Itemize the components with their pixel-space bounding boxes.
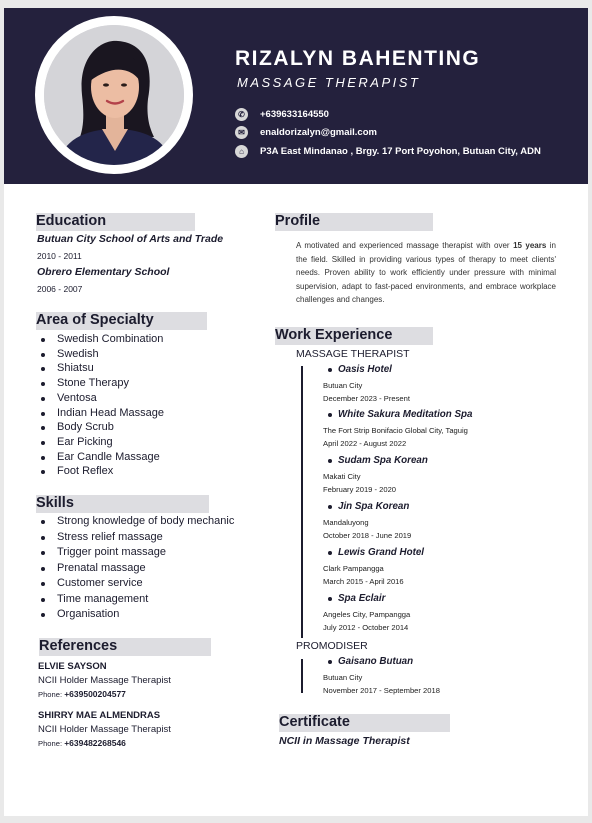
contact-email (235, 125, 377, 139)
contact-address (235, 144, 541, 158)
address-text: P3A East Mindanao , Brgy. 17 Port Poyohon, Butuan City, ADN (260, 145, 541, 157)
education-school-2: Obrero Elementary School (37, 266, 170, 278)
contact-phone (235, 107, 329, 121)
specialty-item: Body Scrub (37, 420, 164, 435)
skill-item: Trigger point massage (37, 545, 234, 561)
specialty-item: Indian Head Massage (37, 406, 164, 421)
portrait-illustration (44, 25, 184, 165)
reference-1-phone: Phone: +639500204577 (38, 689, 126, 699)
home-icon: ⌂ (235, 145, 248, 158)
education-school-1: Butuan City School of Arts and Trade (37, 233, 224, 245)
skill-item: Stress relief massage (37, 530, 234, 546)
reference-2-role: NCII Holder Massage Therapist (38, 724, 171, 735)
profile-summary: A motivated and experienced massage therapist with over 15 years in the field. Skilled in providing various types of therapy to meet clients' needs. Proven ability to work efficiently under pressure with minimal supervision, adapt to fast-paced environments, and embrace workplace challenges and changes. (296, 241, 557, 304)
job-7: Gaisano Butuan Butuan City November 2017 - September 2018 (323, 656, 563, 695)
candidate-role: MASSAGE THERAPIST (237, 75, 421, 90)
reference-1-name: ELVIE SAYSON (38, 661, 107, 672)
job-1: Oasis Hotel Butuan City December 2023 - Present (323, 364, 563, 403)
job-5: Lewis Grand Hotel Clark Pampangga March 2015 - April 2016 (323, 547, 563, 586)
email-text: enaldorizalyn@gmail.com (260, 126, 377, 138)
education-years-2: 2006 - 2007 (37, 284, 83, 294)
phone-text: +639633164550 (260, 108, 329, 120)
reference-2-phone: Phone: +639482268546 (38, 738, 126, 748)
work-category-promodiser: PROMODISER (296, 640, 368, 652)
specialty-item: Foot Reflex (37, 464, 164, 479)
specialty-item: Ear Candle Massage (37, 450, 164, 465)
profile-photo (44, 25, 184, 165)
skill-item: Strong knowledge of body mechanic (37, 514, 234, 530)
skills-list (37, 514, 234, 623)
skill-item: Time management (37, 592, 234, 608)
header-banner (4, 8, 588, 184)
specialty-item: Stone Therapy (37, 376, 164, 391)
education-years-1: 2010 - 2011 (37, 251, 82, 261)
specialty-item: Swedish Combination (37, 332, 164, 347)
certificate-item: NCII in Massage Therapist (279, 735, 410, 747)
reference-2-name: SHIRRY MAE ALMENDRAS (38, 710, 161, 721)
mail-icon: ✉ (235, 126, 248, 139)
profile-photo-frame (35, 16, 193, 174)
resume-page: RIZALYN BAHENTING MASSAGE THERAPIST ✆ +639633164550 ✉ enaldorizalyn@gmail.com ⌂ P3A East Mindanao , Brgy. 17 Port Poyohon, Butuan City, ADN Education Butuan City School of Arts and Trade 2010 - 2011 Obrero Elementary School 2006 - 2007 Area of Specialty Swedish Combination Swedish Shiatsu Stone Therapy Ventosa Indian Head Massage Body Scrub Ear Picking Ear Candle Massage Foot Reflex Skills Strong knowledge of body mechanic Stress relief massage Trigger point massage Prenatal massage Customer service Time management Organisation References ELVIE SAYSON NCII Holder Massage Therapist Phone: +639500204577 SHIRRY MAE ALMENDRAS NCII Holder Massage Therapist Phone: +639482268546 Profile A motivated and experienced massage therapist with over 15 years in the field. Skilled in providing various types of therapy to meet clients' needs. Proven ability to work efficiently under pressure with minimal supervision, adapt to fast-paced environments, and embrace workplace challenges and changes. Work Experience MASSAGE THERAPIST Oasis Hotel Butuan City December 2023 - Present White Sakura Meditation Spa The Fort Strip Bonifacio Global City, Taguig April 2022 - August 2022 Sudam Spa Korean Makati City February 2019 - 2020 Jin Spa Korean Mandaluyong October 2018 - June 2019 Lewis Grand Hotel Clark Pampangga March 2015 - April 2016 Spa Eclair Angeles City, Pampangga July 2012 - October 2014 PROMODISER Gaisano Butuan Butuan City November 2017 - September 2018 Certificate NCII in Massage Therapist (4, 8, 588, 816)
timeline-line-2 (301, 659, 303, 693)
candidate-name: RIZALYN BAHENTING (235, 47, 481, 70)
phone-icon: ✆ (235, 108, 248, 121)
skill-item: Prenatal massage (37, 561, 234, 577)
job-3: Sudam Spa Korean Makati City February 2019 - 2020 (323, 455, 563, 494)
skill-item: Organisation (37, 607, 234, 623)
job-2: White Sakura Meditation Spa The Fort Strip Bonifacio Global City, Taguig April 2022 - August 2022 (323, 409, 563, 448)
job-4: Jin Spa Korean Mandaluyong October 2018 - June 2019 (323, 501, 563, 540)
work-category-massage-therapist: MASSAGE THERAPIST (296, 348, 410, 360)
timeline-line (301, 366, 303, 638)
specialty-item: Ventosa (37, 391, 164, 406)
specialty-item: Ear Picking (37, 435, 164, 450)
job-6: Spa Eclair Angeles City, Pampangga July 2012 - October 2014 (323, 593, 563, 632)
specialty-list (37, 332, 164, 479)
specialty-item: Swedish (37, 347, 164, 362)
specialty-item: Shiatsu (37, 361, 164, 376)
reference-1-role: NCII Holder Massage Therapist (38, 675, 171, 686)
skill-item: Customer service (37, 576, 234, 592)
